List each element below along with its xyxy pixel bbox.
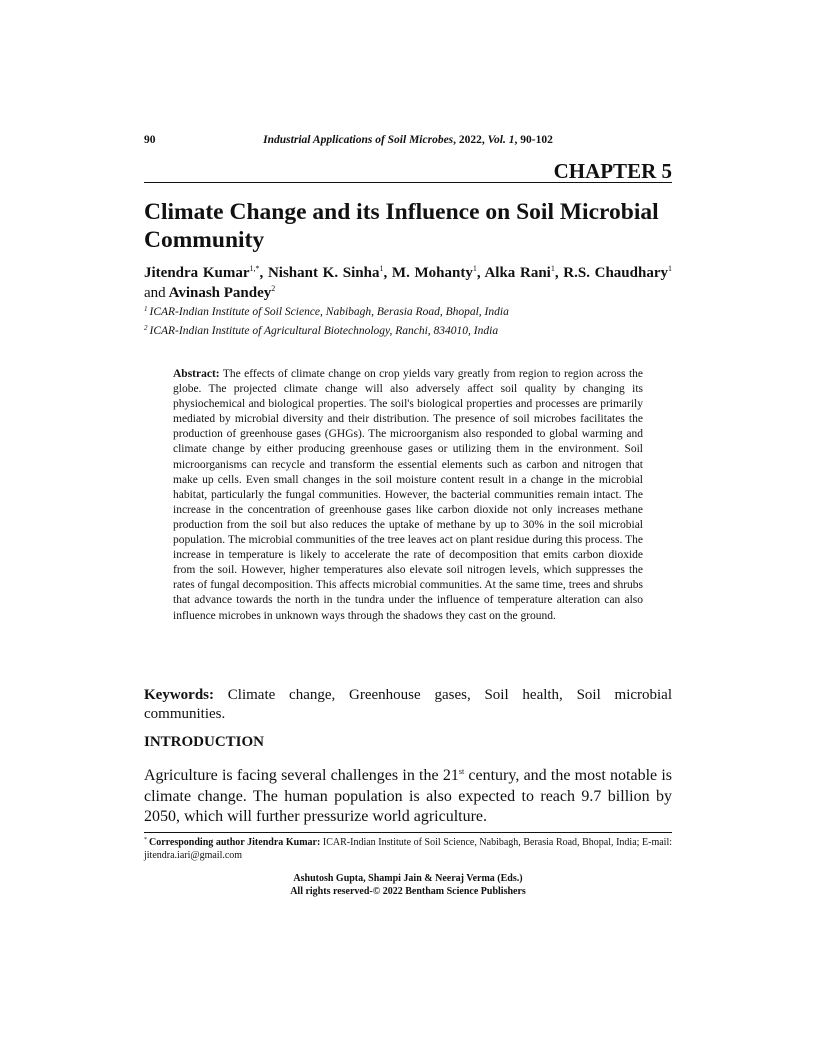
affiliation-mark: 1 bbox=[144, 305, 148, 313]
chapter-label: CHAPTER 5 bbox=[553, 159, 672, 183]
chapter-title: Climate Change and its Influence on Soil Microbial Community bbox=[144, 199, 659, 253]
author-name: Avinash Pandey bbox=[168, 285, 272, 301]
author-name: M. Mohanty bbox=[391, 265, 473, 281]
footnote-label: Corresponding author Jitendra Kumar: bbox=[149, 837, 321, 848]
footnote bbox=[144, 836, 672, 862]
author-affiliation-mark: 2 bbox=[271, 284, 276, 293]
affiliation-mark: 2 bbox=[144, 324, 148, 332]
abstract-label: Abstract: bbox=[173, 368, 220, 380]
author-affiliation-mark: 1 bbox=[550, 264, 555, 273]
author-affiliation-mark: 1 bbox=[472, 264, 477, 273]
author-name: Jitendra Kumar bbox=[144, 265, 250, 281]
section-heading: INTRODUCTION bbox=[144, 734, 265, 750]
journal-volume: Vol. 1 bbox=[487, 134, 515, 146]
page-number: 90 bbox=[144, 134, 156, 146]
ordinal-suffix: st bbox=[458, 767, 465, 776]
author-affiliation-mark: 1 bbox=[379, 264, 384, 273]
journal-citation bbox=[144, 134, 672, 146]
keywords-label: Keywords: bbox=[144, 687, 214, 703]
footnote-mark: * bbox=[144, 837, 147, 843]
author-affiliation-mark: 1 bbox=[668, 264, 672, 273]
chapter-divider bbox=[144, 182, 672, 183]
footnote-text: ICAR-Indian Institute of Soil Science, Nabibagh, Berasia Road, Bhopal, India; E-mail: jitendra.iari@gmail.com bbox=[144, 837, 673, 861]
keywords-text: Climate change, Greenhouse gases, Soil health, Soil microbial communities. bbox=[144, 687, 673, 722]
introduction-paragraph: Agriculture is facing several challenges in the 21st century, and the most notable is climate change. The human population is also expected to reach 9.7 billion by 2050, which will further pressurize world agriculture. bbox=[144, 767, 673, 825]
affiliation bbox=[144, 324, 672, 339]
publisher-info bbox=[144, 872, 672, 898]
footnote-divider bbox=[144, 832, 672, 833]
journal-pages: , 90-102 bbox=[514, 134, 553, 146]
journal-name: Industrial Applications of Soil Microbes bbox=[263, 134, 454, 146]
author-affiliation-mark: 1,* bbox=[249, 264, 260, 273]
journal-year: , 2022, bbox=[453, 134, 488, 146]
abstract-text: The effects of climate change on crop yields vary greatly from region to region across the globe. The projected climate change will also adversely affect soil quality by changing its physiochemical and biological properties. The soil's biological properties and processes are primarily mediated by microbial diversity and their distribution. The presence of soil microbes facilitates the production of greenhouse gases (GHGs). The microorganism also responded to global warming and climate change by either producing greenhouse gases or utilizing them in the environment. Soil microorganisms can recycle and transform the essential elements such as carbon and nitrogen that make up cells. Even small changes in the soil moisture content result in a change in the microbial habitat, particularly the fungal communities. However, the bacterial communities remain intact. The increase in the concentration of greenhouse gases like carbon dioxide not only increases methane production from the soil but also reduces the uptake of methane by up to 30% in the soil microbial population. The microbial communities of the tree leaves act on plant residue during this process. The increase in temperature is likely to accelerate the rate of decomposition that emits carbon dioxide from the soil. However, higher temperatures also elevate soil nitrogen levels, which suppresses the rates of fungal decomposition. This affects microbial communities. At the same time, trees and shrubs that advance towards the north in the tundra under the influence of temperature alteration can also influence microbes in unknown ways through the shadows they cast on the ground. bbox=[173, 368, 643, 622]
abstract bbox=[173, 367, 643, 624]
author-name: R.S. Chaudhary bbox=[563, 265, 668, 281]
author-name: Alka Rani bbox=[484, 265, 551, 281]
author-conjunction: and bbox=[144, 285, 166, 301]
keywords bbox=[144, 686, 672, 724]
editors-line: Ashutosh Gupta, Shampi Jain & Neeraj Verma (Eds.) bbox=[293, 873, 523, 884]
author-name: Nishant K. Sinha bbox=[267, 265, 380, 281]
affiliation-text: ICAR-Indian Institute of Agricultural Biotechnology, Ranchi, 834010, India bbox=[149, 325, 499, 337]
affiliation-text: ICAR-Indian Institute of Soil Science, Nabibagh, Berasia Road, Bhopal, India bbox=[149, 306, 509, 318]
affiliation bbox=[144, 305, 672, 320]
rights-line: All rights reserved-© 2022 Bentham Science Publishers bbox=[290, 886, 526, 897]
author-list: Jitendra Kumar$^{1,*}$, Nishant K. Sinha$^1$, M. Mohanty$^1$, Alka Rani$^1$, R.S. Chaudhary$^1$ and Avinash Pandey$^2$ bbox=[144, 264, 672, 301]
